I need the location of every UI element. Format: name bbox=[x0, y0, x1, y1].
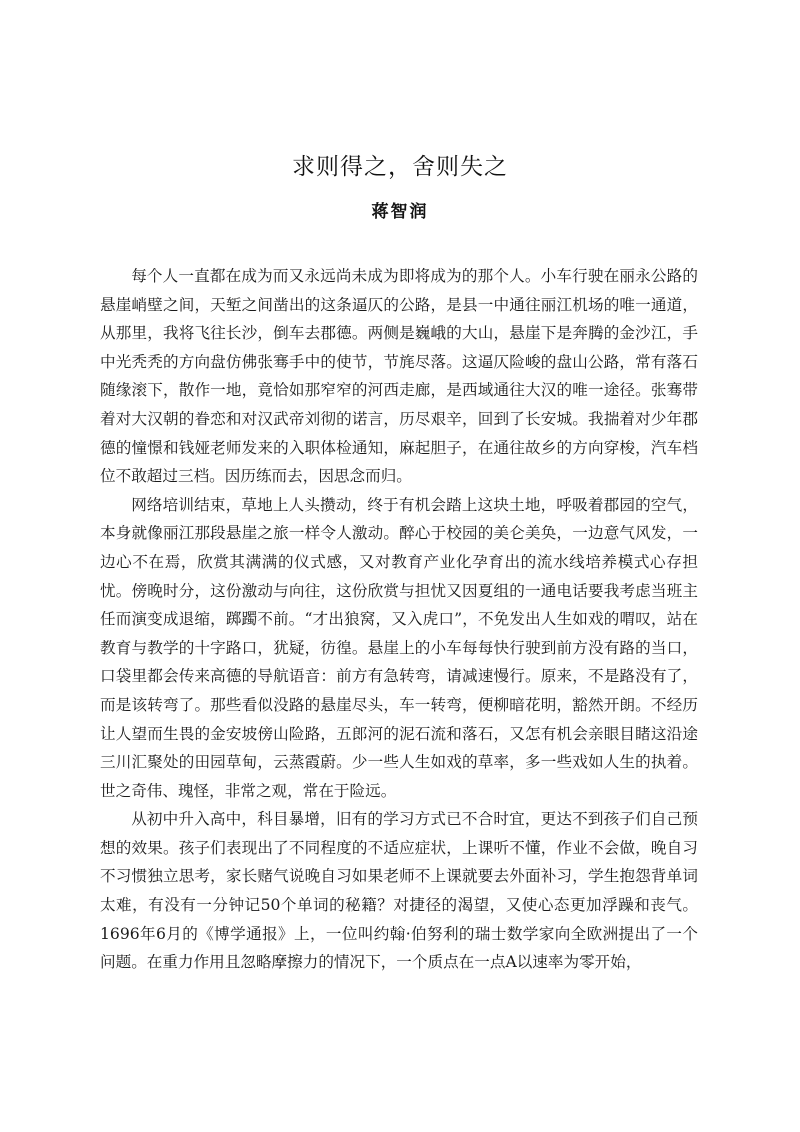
document-body bbox=[100, 262, 698, 977]
document-title: 求则得之，舍则失之 bbox=[292, 154, 508, 180]
document-author: 蒋智润 bbox=[371, 202, 429, 222]
paragraph: 从初中升入高中，科目暴增，旧有的学习方式已不合时宜，更达不到孩子们自己预想的效果。孩子们表现出了不同程度的不适应症状，上课听不懂，作业不会做，晚自习不习惯独立思考，家长赌气说晚自习如果老师不上课就要去外面补习，学生抱怨背单词太难，有没有一分钟记50个单词的秘籍？对捷径的渴望，又使心态更加浮躁和丧气。1696年6月的《博学通报》上，一位叫约翰·伯努利的瑞士数学家向全欧洲提出了一个问题。在重力作用且忽略摩擦力的情况下，一个质点在一点A以速率为零开始， bbox=[100, 810, 698, 972]
paragraph: 每个人一直都在成为而又永远尚未成为即将成为的那个人。小车行驶在丽永公路的悬崖峭壁之间，天堑之间凿出的这条逼仄的公路，是县一中通往丽江机场的唯一通道，从那里，我将飞往长沙，倒车去郡德。两侧是巍峨的大山，悬崖下是奔腾的金沙江，手中光秃秃的方向盘仿佛张骞手中的使节，节旄尽落。这逼仄险峻的盘山公路，常有落石随缘滚下，散作一地，竟恰如那窄窄的河西走廊，是西域通往大汉的唯一途径。张骞带着对大汉朝的眷恋和对汉武帝刘彻的诺言，历尽艰辛，回到了长安城。我揣着对少年郡德的憧憬和钱娅老师发来的入职体检通知，麻起胆子，在通往故乡的方向穿梭，汽车档位不敢超过三档。因历练而去，因思念而归。 bbox=[100, 267, 698, 486]
paragraph: 网络培训结束，草地上人头攒动，终于有机会踏上这块土地，呼吸着郡园的空气，本身就像丽江那段悬崖之旅一样令人激动。醉心于校园的美仑美奂，一边意气风发，一边心不在焉，欣赏其满满的仪式感，又对教育产业化孕育出的流水线培养模式心存担忧。傍晚时分，这份激动与向往，这份欣赏与担忧又因夏组的一通电话要我考虑当班主任而演变成退缩，踯躅不前。“才出狼窝，又入虎口”，不免发出人生如戏的喟叹，站在教育与教学的十字路口，犹疑，彷徨。悬崖上的小车每每快行驶到前方没有路的当口，口袋里都会传来高德的导航语音：前方有急转弯，请减速慢行。原来，不是路没有了，而是该转弯了。那些看似没路的悬崖尽头，车一转弯，便柳暗花明，豁然开朗。不经历让人望而生畏的金安坡傍山险路，五郎河的泥石流和落石，又怎有机会亲眼目睹这沿途三川汇聚处的田园草甸，云蒸霞蔚。少一些人生如戏的草率，多一些戏如人生的执着。世之奇伟、瑰怪，非常之观，常在于险远。 bbox=[100, 495, 698, 800]
